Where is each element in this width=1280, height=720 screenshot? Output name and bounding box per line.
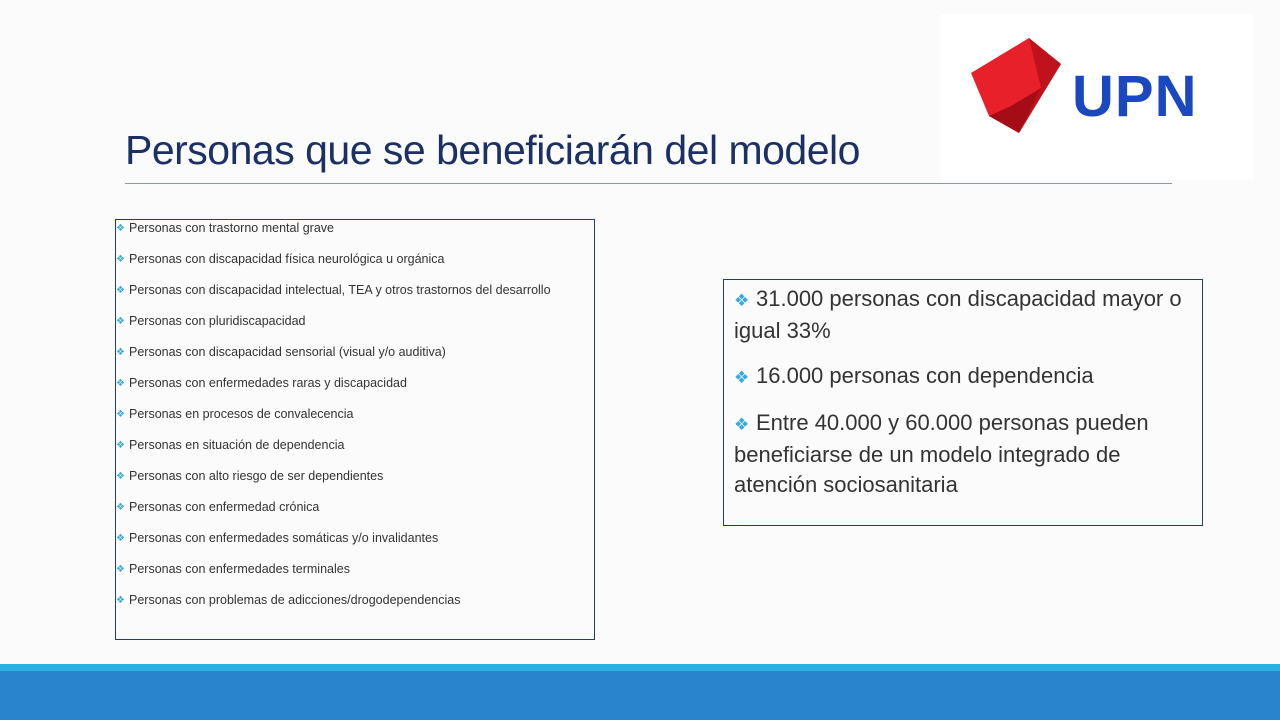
upn-logo [941, 14, 1253, 180]
diamond-bullet-icon: ❖ [116, 409, 125, 420]
list-item [116, 406, 594, 437]
title-divider [125, 183, 1172, 184]
list-item [116, 251, 594, 282]
list-item [116, 344, 594, 375]
list-item [116, 592, 594, 623]
list-item-text: Personas con alto riesgo de ser dependientes [129, 469, 384, 483]
figures-list [724, 284, 1194, 500]
list-item [116, 220, 594, 251]
footer-bar [0, 671, 1280, 720]
list-item-text: Personas con enfermedades terminales [129, 562, 350, 576]
list-item [116, 530, 594, 561]
diamond-bullet-icon: ❖ [116, 440, 125, 451]
diamond-bullet-icon: ❖ [116, 595, 125, 606]
list-item [724, 361, 1194, 393]
upn-logo-mark-icon [971, 38, 1061, 134]
list-item-text: Personas con discapacidad sensorial (visual y/o auditiva) [129, 345, 446, 359]
list-item-text: 31.000 personas con discapacidad mayor o igual 33% [734, 286, 1182, 343]
diamond-bullet-icon: ❖ [116, 471, 125, 482]
slide-title: Personas que se beneficiarán del modelo [125, 127, 860, 173]
list-item-text: Personas con pluridiscapacidad [129, 314, 306, 328]
diamond-bullet-icon: ❖ [116, 347, 125, 358]
diamond-bullet-icon: ❖ [734, 368, 750, 387]
list-item [724, 408, 1194, 500]
list-item-text: Personas en procesos de convalecencia [129, 407, 354, 421]
figures-box [723, 279, 1203, 526]
list-item [116, 313, 594, 344]
list-item-text: Personas con enfermedad crónica [129, 500, 320, 514]
list-item-text: Personas en situación de dependencia [129, 438, 345, 452]
diamond-bullet-icon: ❖ [116, 533, 125, 544]
beneficiaries-list-box [115, 219, 595, 640]
diamond-bullet-icon: ❖ [734, 291, 750, 310]
footer-stripe [0, 664, 1280, 671]
list-item-text: Entre 40.000 y 60.000 personas pueden beneficiarse de un modelo integrado de atención sociosanitaria [734, 410, 1149, 497]
list-item [116, 437, 594, 468]
diamond-bullet-icon: ❖ [734, 415, 750, 434]
diamond-bullet-icon: ❖ [116, 254, 125, 265]
diamond-bullet-icon: ❖ [116, 378, 125, 389]
list-item [724, 284, 1194, 346]
list-item-text: Personas con enfermedades somáticas y/o invalidantes [129, 531, 439, 545]
list-item-text: Personas con discapacidad física neurológica u orgánica [129, 252, 445, 266]
upn-logo-text: UPN [1072, 64, 1198, 129]
list-item [116, 499, 594, 530]
list-item [116, 561, 594, 592]
diamond-bullet-icon: ❖ [116, 316, 125, 327]
diamond-bullet-icon: ❖ [116, 223, 125, 234]
list-item-text: Personas con problemas de adicciones/drogodependencias [129, 593, 461, 607]
list-item [116, 468, 594, 499]
list-item-text: 16.000 personas con dependencia [756, 363, 1094, 388]
diamond-bullet-icon: ❖ [116, 285, 125, 296]
diamond-bullet-icon: ❖ [116, 502, 125, 513]
diamond-bullet-icon: ❖ [116, 564, 125, 575]
list-item-text: Personas con discapacidad intelectual, TEA y otros trastornos del desarrollo [129, 283, 551, 297]
beneficiaries-list [116, 220, 594, 623]
list-item-text: Personas con enfermedades raras y discapacidad [129, 376, 407, 390]
list-item [116, 282, 594, 313]
list-item [116, 375, 594, 406]
list-item-text: Personas con trastorno mental grave [129, 221, 334, 235]
